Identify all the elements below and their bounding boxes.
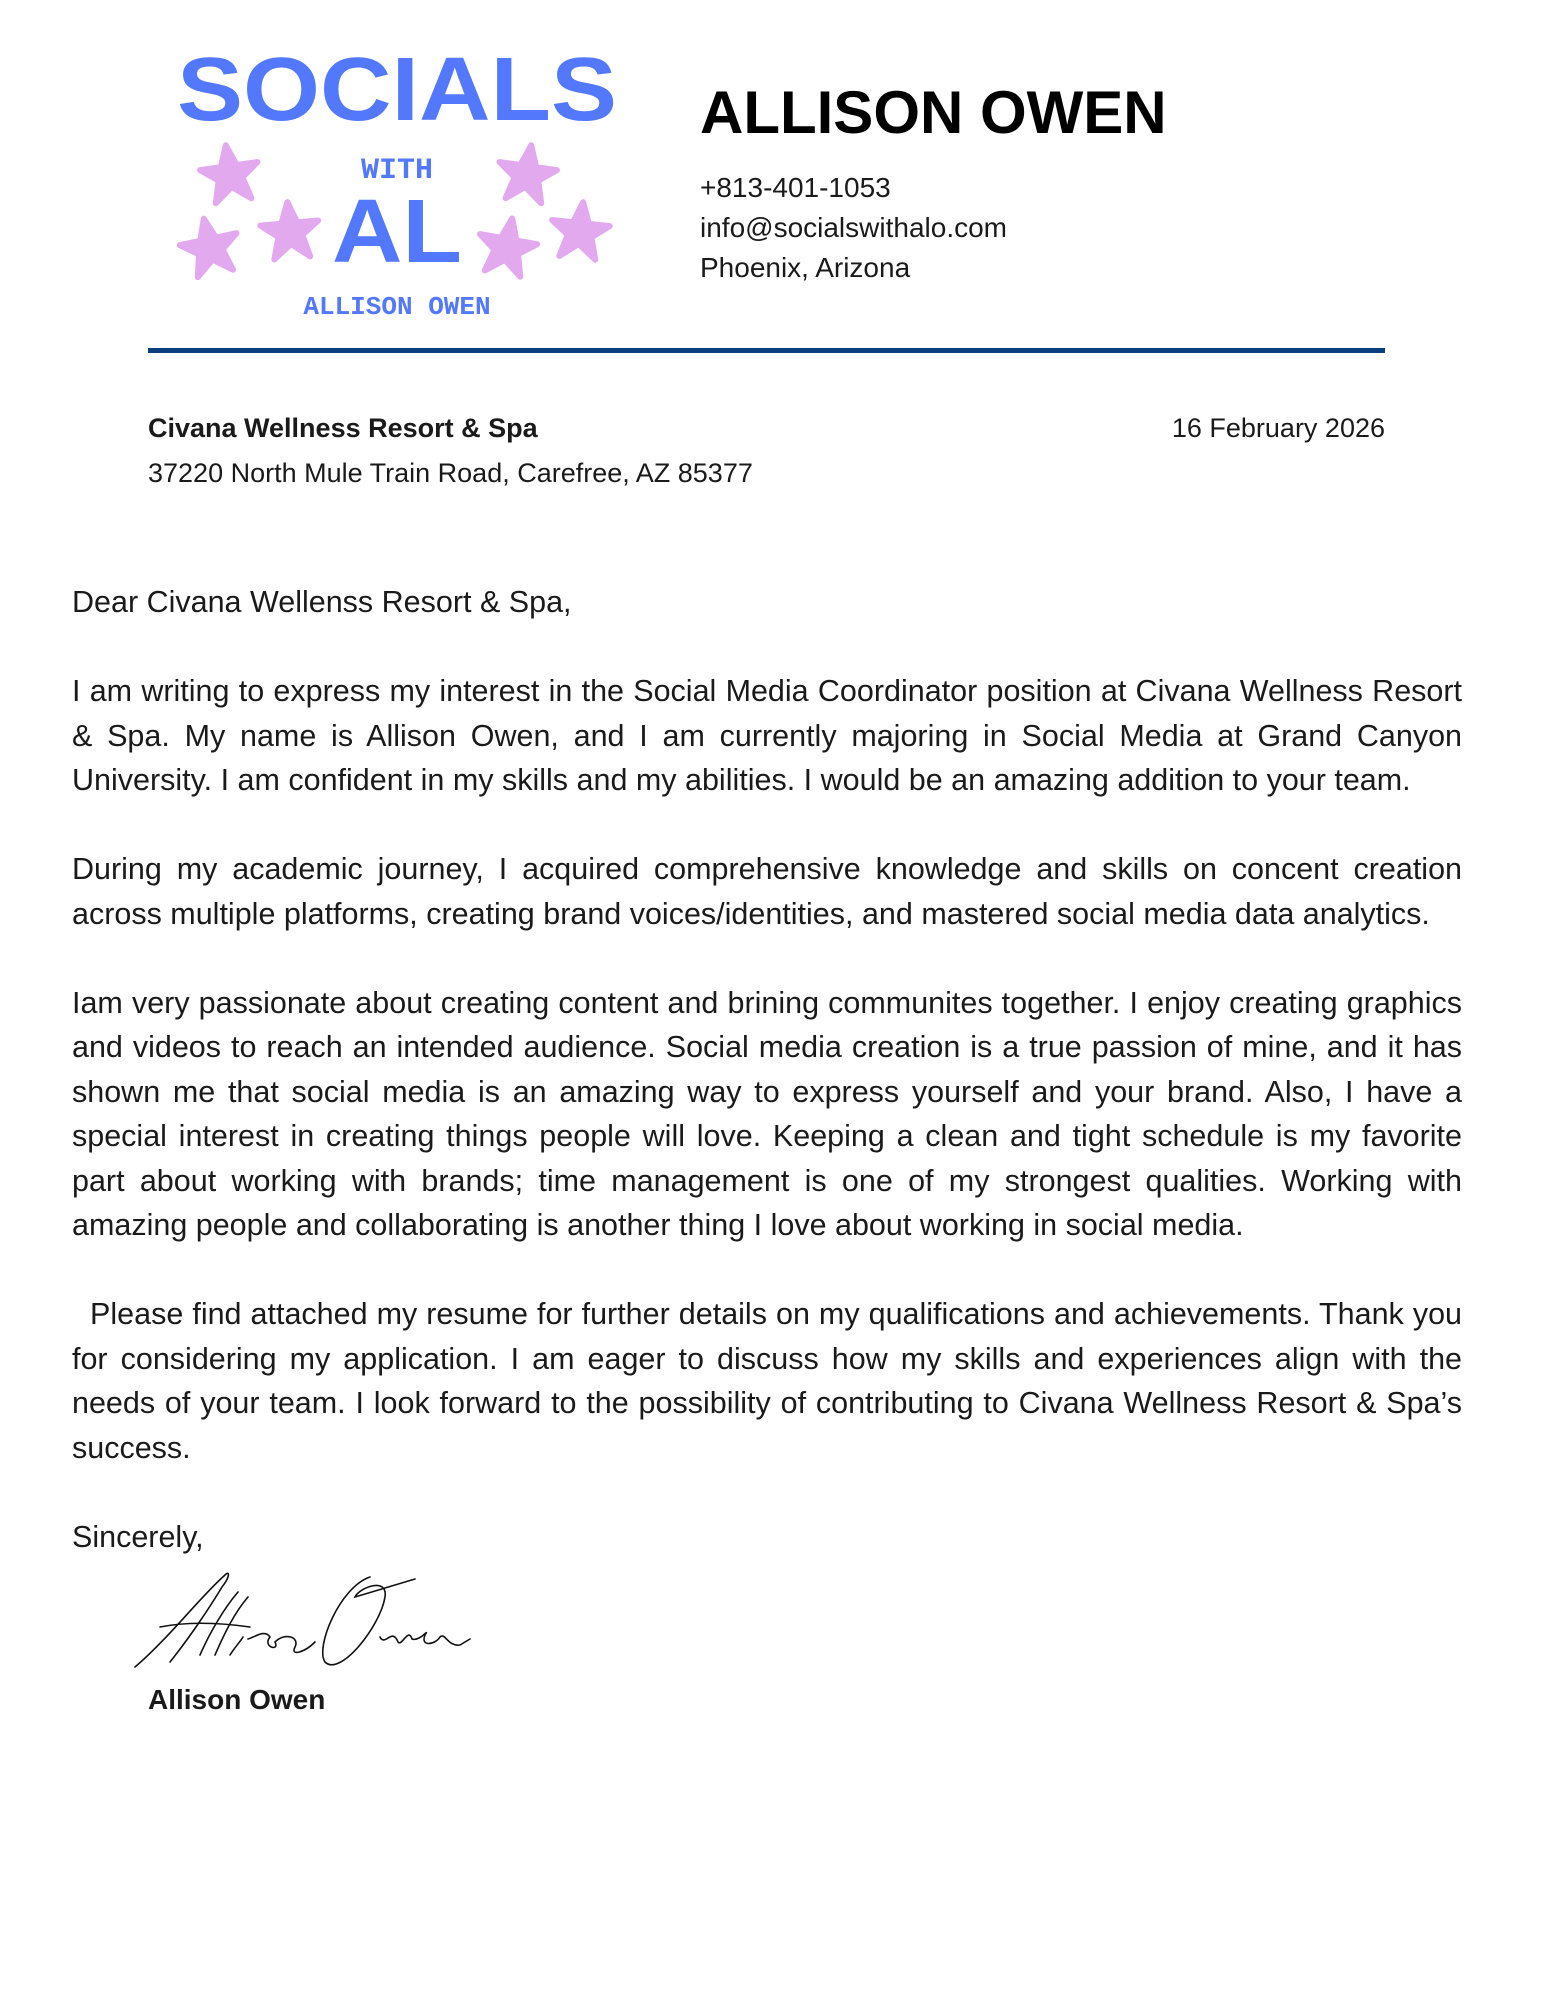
salutation: Dear Civana Wellenss Resort & Spa, — [72, 585, 572, 619]
svg-text:AL: AL — [332, 182, 462, 282]
paragraph: During my academic journey, I acquired comprehensive knowledge and skills on concent creation across multiple platforms, creating brand voices/identities, and mastered social media data analytics. — [72, 852, 1462, 931]
signer-name: Allison Owen — [148, 1684, 326, 1715]
header-divider — [148, 348, 1385, 353]
paragraph: Please find attached my resume for further details on my qualifications and achievements. Thank you for considering my application. I am eager to discuss how my skills and experiences align with the needs of your team. I look forward to the possibility of contributing to Civana Wellness Resort & Spa’s success. — [72, 1297, 1462, 1465]
letter-date: 16 February 2026 — [1171, 413, 1385, 443]
letter-body — [72, 580, 1462, 1718]
location: Phoenix, Arizona — [700, 252, 911, 283]
svg-text:SOCIALS: SOCIALS — [177, 40, 617, 140]
handwritten-signature — [130, 1567, 490, 1682]
contact-info — [700, 168, 1007, 288]
recipient-address: 37220 North Mule Train Road, Carefree, AZ 85377 — [148, 458, 753, 488]
paragraph: Iam very passionate about creating content and brining communites together. I enjoy creating graphics and videos to reach an intended audience. Social media creation is a true passion of mine, and it has shown me that social media is an amazing way to express yourself and your brand. Also, I have a special interest in creating things people will love. Keeping a clean and tight schedule is my favorite part about working with brands; time management is one of my strongest qualities. Working with amazing people and collaborating is another thing I love about working in social media. — [72, 985, 1462, 1242]
svg-text:ALLISON OWEN: ALLISON OWEN — [303, 292, 491, 322]
sender-name: ALLISON OWEN — [700, 79, 1167, 146]
paragraph: I am writing to express my interest in the Social Media Coordinator position at Civana Wellness Resort & Spa. My name is Allison Owen, and I am currently majoring in Social Media at Grand Canyon University. I am confident in my skills and my abilities. I would be an amazing addition to your team. — [72, 674, 1462, 797]
socials-with-al-logo — [172, 40, 622, 325]
phone: +813-401-1053 — [700, 172, 891, 203]
email: info@socialswithalo.com — [700, 212, 1007, 243]
recipient-block — [148, 406, 753, 496]
recipient-company: Civana Wellness Resort & Spa — [148, 413, 538, 443]
closing: Sincerely, — [72, 1519, 204, 1554]
svg-text:WITH: WITH — [360, 154, 434, 188]
